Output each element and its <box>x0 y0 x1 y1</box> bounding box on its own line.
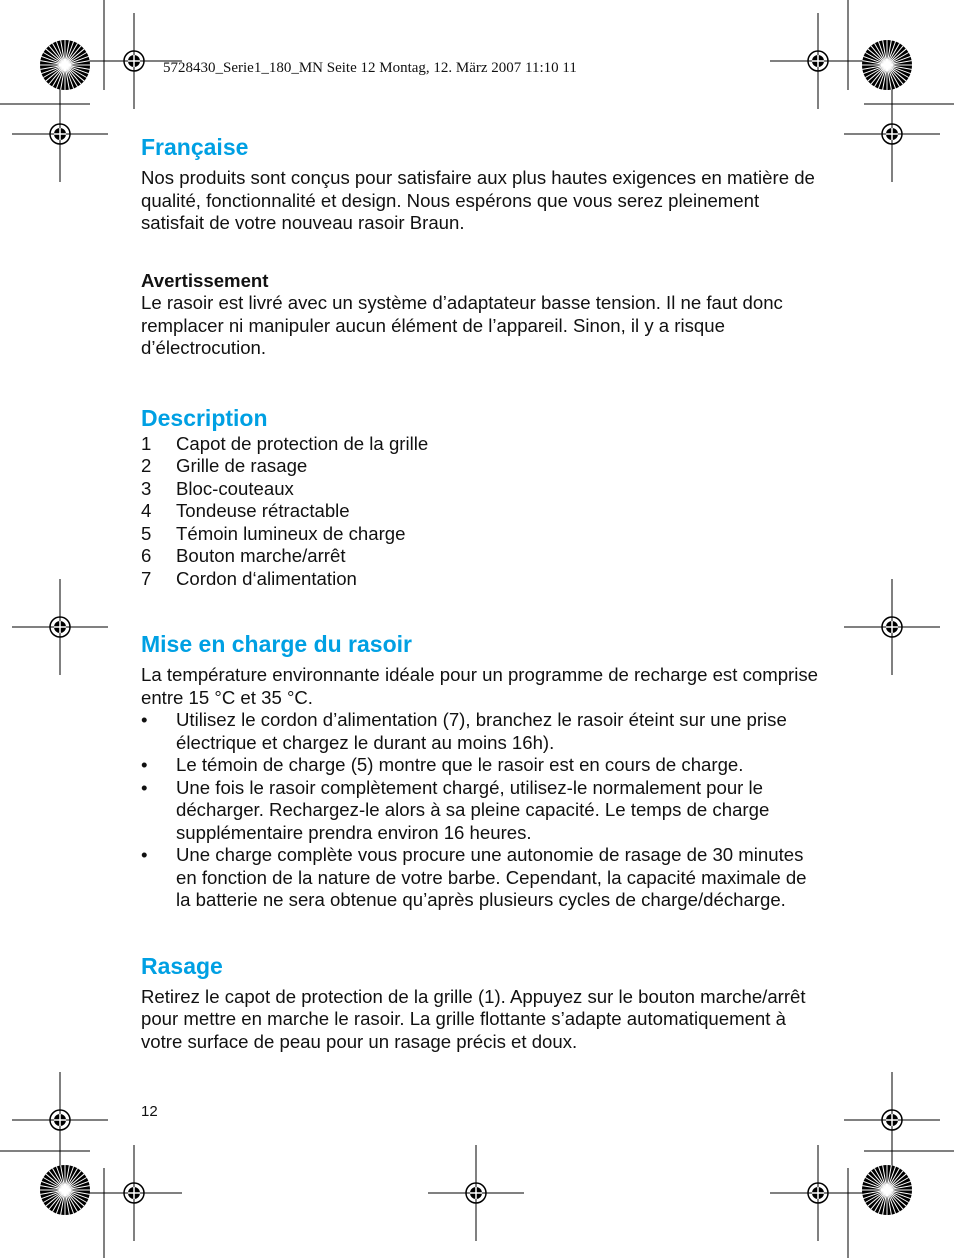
bullet-item: • Une fois le rasoir complètement chargé, utilisez-le normalement pour le décharger. Rechargez-le alors à sa pleine capacité. Le temps de charge supplémentaire prendra environ 16 heures. <box>141 776 770 843</box>
registration-mark-icon <box>12 579 108 675</box>
registration-mark-icon <box>770 13 866 109</box>
star-target-icon <box>40 40 90 90</box>
list-item: 7 Cordon d‘alimentation <box>141 567 357 589</box>
page-number: 12 <box>141 1103 158 1120</box>
star-target-icon <box>862 40 912 90</box>
description-list <box>141 433 821 591</box>
registration-mark-icon <box>844 1072 940 1168</box>
registration-mark-icon <box>844 86 940 182</box>
registration-mark-icon <box>770 1145 866 1241</box>
registration-mark-icon <box>12 1072 108 1168</box>
registration-mark-icon <box>86 1145 182 1241</box>
charge-intro: La température environnante idéale pour un programme de recharge est comprise entre 15 °C et 35 °C. <box>141 664 818 708</box>
heading-description: Description <box>141 404 268 431</box>
charge-bullets <box>141 709 821 912</box>
intro-paragraph: Nos produits sont conçus pour satisfaire aux plus hautes exigences en matière de qualité, fonctionnalité et design. Nous espérons que vous serez pleinement satisfait de votre nouveau rasoir Braun. <box>141 167 815 233</box>
rasage-paragraph: Retirez le capot de protection de la grille (1). Appuyez sur le bouton marche/arrêt pour mettre en marche le rasoir. La grille flottante s’adapte automatiquement à votre surface de peau pour un rasage précis et doux. <box>141 985 806 1052</box>
star-target-icon <box>40 1165 90 1215</box>
warning-title: Avertissement <box>141 269 269 291</box>
list-item: 5 Témoin lumineux de charge <box>141 522 406 544</box>
list-item: 6 Bouton marche/arrêt <box>141 545 346 566</box>
warning-paragraph: Le rasoir est livré avec un système d’adaptateur basse tension. Il ne faut donc remplacer ni manipuler aucun élément de l’appareil. Sinon, il y a risque d’électrocution. <box>141 292 783 358</box>
heading-rasage: Rasage <box>141 952 223 979</box>
list-item: 1 Capot de protection de la grille <box>141 432 429 454</box>
bullet-item: • Une charge complète vous procure une autonomie de rasage de 30 minutes en fonction de la nature de votre barbe. Cependant, la capacité maximale de la batterie ne sera obtenue qu’après plusieurs cycles de charge/décharge. <box>141 844 807 910</box>
registration-mark-icon <box>844 579 940 675</box>
list-item: 2 Grille de rasage <box>141 455 308 476</box>
bullet-item: • Le témoin de charge (5) montre que le rasoir est en cours de charge. <box>141 754 744 775</box>
registration-mark-icon <box>428 1145 524 1241</box>
bullet-item: • Utilisez le cordon d’alimentation (7), branchez le rasoir éteint sur une prise électrique et chargez le durant au moins 16h). <box>141 709 787 753</box>
page-content <box>141 132 821 1053</box>
registration-mark-icon <box>12 86 108 182</box>
heading-charge: Mise en charge du rasoir <box>141 631 412 657</box>
heading-francaise: Française <box>141 134 249 160</box>
star-target-icon <box>862 1165 912 1215</box>
print-slug: 5728430_Serie1_180_MN Seite 12 Montag, 12. März 2007 11:10 11 <box>163 60 577 76</box>
list-item: 3 Bloc-couteaux <box>141 477 294 499</box>
list-item: 4 Tondeuse rétractable <box>141 500 350 521</box>
